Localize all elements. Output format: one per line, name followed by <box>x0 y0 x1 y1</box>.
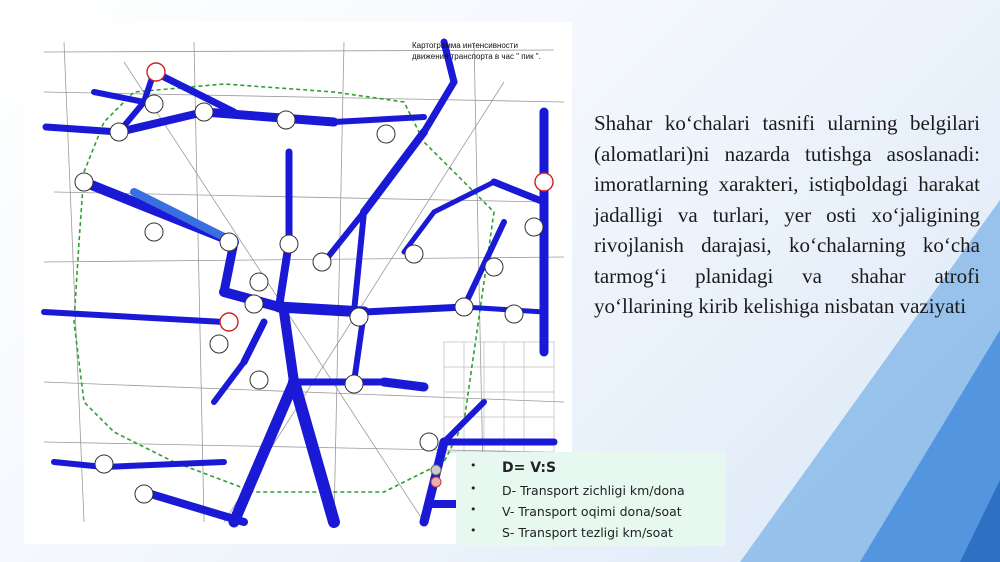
bullet: • <box>470 503 477 516</box>
map-title <box>412 40 541 62</box>
legend-text: V- Transport oqimi dona/soat <box>502 504 682 519</box>
formula-legend <box>456 452 726 546</box>
map-title-line2: движения транспорта в час " пик ". <box>412 52 541 61</box>
bullet: • <box>470 482 477 495</box>
bullet: • <box>470 459 477 472</box>
legend-text: D= V:S <box>502 460 557 476</box>
legend-text: D- Transport zichligi km/dona <box>502 483 685 498</box>
map-title-line1: Картограмма интенсивности <box>412 41 518 50</box>
legend-text: S- Transport tezligi km/soat <box>502 525 673 540</box>
bullet: • <box>470 524 477 537</box>
slide-body-text: Shahar ko‘chalari tasnifi ularning belgilari (alomatlari)ni nazarda tutishga asoslanadi: imoratlarning xarakteri, istiqboldagi harakat jadalligi va turlari, yer osti xo‘jaligining rivojlanish darajasi, ko‘chalarning ko‘cha tarmog‘i planidagi va shahar atrofi yo‘llarining kirib kelishiga nisbatan vaziyati <box>594 111 980 318</box>
